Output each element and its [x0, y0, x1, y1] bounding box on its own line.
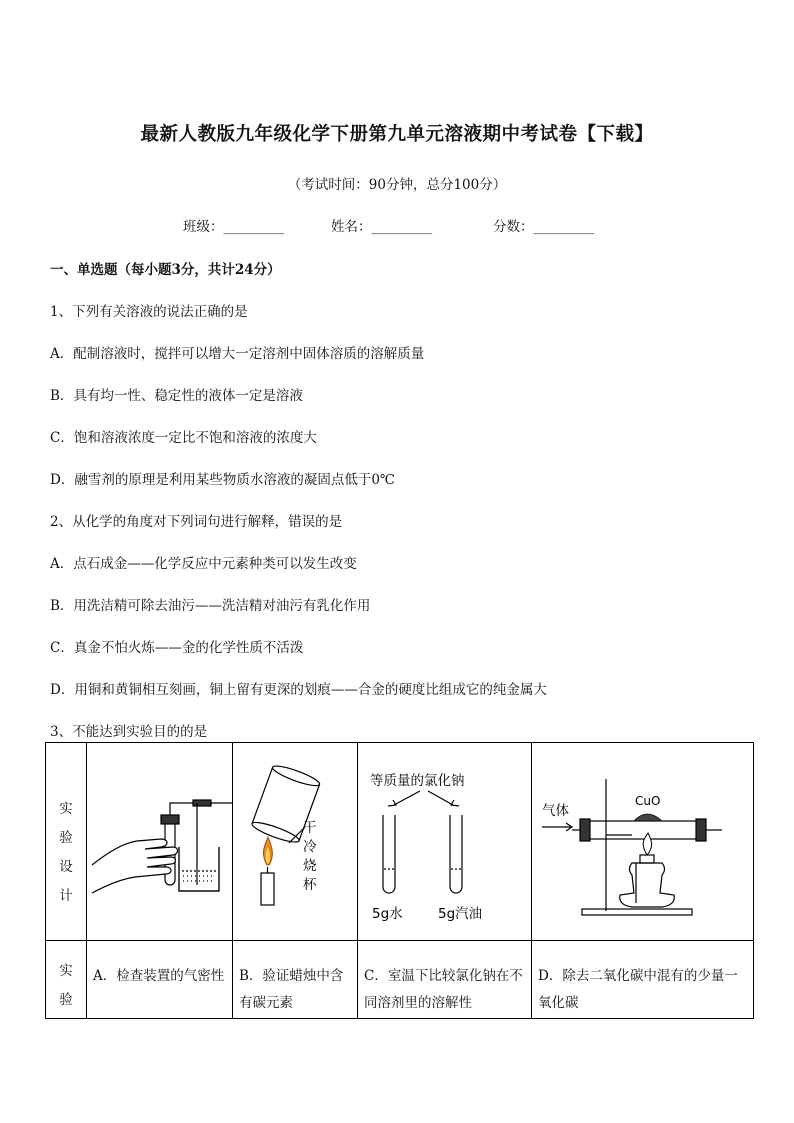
score-field: 分数：_________	[493, 219, 595, 235]
question-1-option-a: A．配制溶液时，搅拌可以增大一定溶剂中固体溶质的溶解质量	[50, 346, 425, 362]
gasoline-label: 5g汽油	[438, 906, 483, 922]
stopper	[161, 815, 179, 824]
purpose-header-char: 验	[59, 992, 73, 1008]
combustion-tube	[588, 821, 698, 839]
purpose-b: B．验证蜡烛中含有碳元素	[233, 941, 358, 1019]
question-2-option-c: C．真金不怕火炼——金的化学性质不活泼	[50, 640, 304, 656]
cold-beaker-label: 干	[303, 820, 317, 836]
water-tube	[383, 815, 395, 893]
exam-time-info: （考试时间：90分钟，总分100分）	[287, 177, 507, 193]
cuo-label: CuO	[635, 794, 661, 808]
question-1-stem: 1、下列有关溶液的说法正确的是	[50, 304, 248, 320]
design-header-char: 实	[59, 801, 73, 817]
figure-a-cell	[87, 743, 233, 941]
purpose-header-cell	[46, 941, 87, 1019]
experiment-table	[45, 742, 754, 1019]
solubility-comparison-figure	[358, 743, 531, 936]
question-2-stem: 2、从化学的角度对下列词句进行解释，错误的是	[50, 514, 343, 530]
purpose-a: A．检查装置的气密性	[87, 941, 233, 1019]
question-1-option-d: D．融雪剂的原理是利用某些物质水溶液的凝固点低于0℃	[50, 472, 396, 488]
class-field: 班级：_________	[183, 219, 285, 235]
purpose-c: C．室温下比较氯化钠在不同溶剂里的溶解性	[358, 941, 532, 1019]
candle	[261, 873, 274, 905]
question-2-option-b: B．用洗洁精可除去油污——洗洁精对油污有乳化作用	[50, 598, 371, 614]
same-mass-nacl-label: 等质量的氯化钠	[370, 773, 465, 789]
water-label: 5g水	[372, 906, 403, 922]
figure-b-cell	[233, 743, 358, 941]
page-title: 最新人教版九年级化学下册第九单元溶液期中考试卷【下载】	[140, 124, 654, 145]
candle-beaker-figure	[233, 743, 357, 936]
stand-base	[582, 909, 692, 915]
design-header-char: 设	[59, 859, 73, 875]
cuo-powder	[634, 814, 662, 821]
co-removal-apparatus-figure	[532, 743, 753, 936]
gasoline-tube	[450, 815, 462, 893]
figure-d-cell	[532, 743, 754, 941]
cold-beaker-label: 烧	[303, 858, 317, 874]
design-header-cell	[46, 743, 87, 941]
flame-icon	[643, 833, 651, 855]
question-1-option-c: C．饱和溶液浓度一定比不饱和溶液的浓度大	[50, 430, 317, 446]
gas-label: 气体	[542, 803, 569, 819]
question-2-option-d: D．用铜和黄铜相互刻画，铜上留有更深的划痕——合金的硬度比组成它的纯金属大	[50, 682, 547, 698]
question-2-option-a: A．点石成金——化学反应中元素种类可以发生改变	[50, 556, 357, 572]
purpose-header-char: 实	[59, 963, 73, 979]
cold-beaker-label: 冷	[303, 839, 317, 855]
beaker	[179, 847, 219, 891]
cold-beaker-label: 杯	[303, 877, 317, 893]
question-3-stem: 3、不能达到实验目的的是	[50, 724, 208, 740]
design-header-char: 计	[59, 888, 73, 904]
alcohol-burner	[620, 863, 675, 907]
airtightness-apparatus-figure	[87, 743, 232, 936]
name-field: 姓名：_________	[331, 219, 433, 235]
design-header-char: 验	[59, 830, 73, 846]
question-1-option-b: B．具有均一性、稳定性的液体一定是溶液	[50, 388, 303, 404]
section-heading: 一、单选题（每小题3分，共计24分）	[50, 262, 281, 278]
figure-c-cell	[358, 743, 532, 941]
purpose-d: D．除去二氧化碳中混有的少量一氧化碳	[532, 941, 754, 1019]
